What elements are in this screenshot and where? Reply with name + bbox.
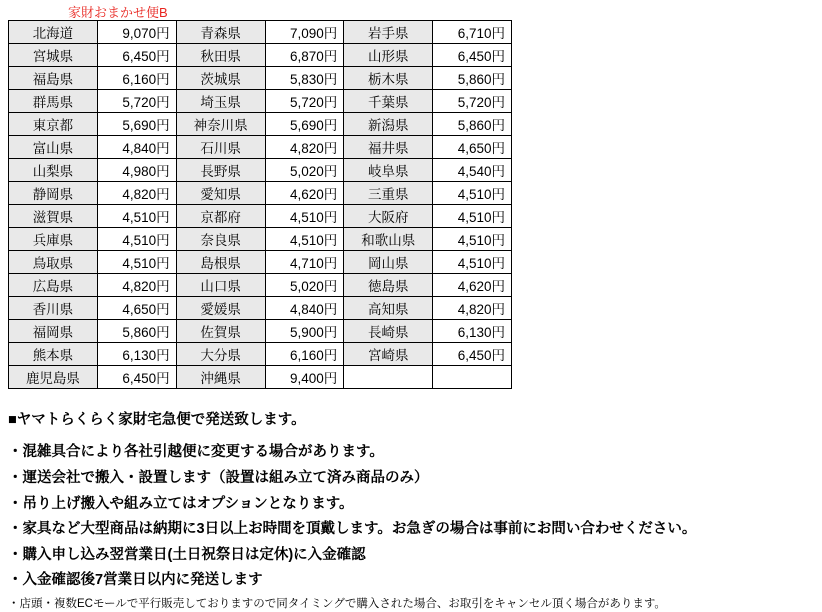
prefecture-cell: 埼玉県	[176, 90, 265, 113]
fee-cell: 4,840円	[97, 136, 176, 159]
fee-cell: 4,510円	[265, 205, 344, 228]
prefecture-cell: 鹿児島県	[9, 366, 98, 389]
fee-cell: 4,510円	[433, 251, 512, 274]
fee-cell: 5,720円	[433, 90, 512, 113]
prefecture-cell: 岡山県	[344, 251, 433, 274]
fee-cell: 5,690円	[265, 113, 344, 136]
fee-cell: 5,690円	[97, 113, 176, 136]
table-row	[9, 320, 512, 343]
fee-cell: 4,620円	[433, 274, 512, 297]
fee-cell: 5,020円	[265, 274, 344, 297]
fee-cell: 6,160円	[265, 343, 344, 366]
prefecture-cell: 茨城県	[176, 67, 265, 90]
fee-cell: 5,860円	[433, 113, 512, 136]
fee-cell: 6,450円	[97, 44, 176, 67]
prefecture-cell: 福岡県	[9, 320, 98, 343]
notes-section	[8, 412, 808, 612]
note-line: ・入金確認後7営業日以内に発送します	[8, 572, 263, 589]
prefecture-cell: 岐阜県	[344, 159, 433, 182]
table-row	[9, 366, 512, 389]
prefecture-cell: 和歌山県	[344, 228, 433, 251]
prefecture-cell: 長野県	[176, 159, 265, 182]
fee-cell: 6,450円	[97, 366, 176, 389]
prefecture-cell: 福島県	[9, 67, 98, 90]
fee-cell: 4,510円	[265, 228, 344, 251]
table-row	[9, 159, 512, 182]
fee-cell: 4,820円	[433, 297, 512, 320]
prefecture-cell: 熊本県	[9, 343, 98, 366]
prefecture-cell: 宮崎県	[344, 343, 433, 366]
prefecture-cell: 富山県	[9, 136, 98, 159]
table-row	[9, 113, 512, 136]
prefecture-cell: 愛媛県	[176, 297, 265, 320]
table-row	[9, 205, 512, 228]
prefecture-cell: 群馬県	[9, 90, 98, 113]
fee-cell: 4,510円	[97, 205, 176, 228]
note-line: ・購入申し込み翌営業日(土日祝祭日は定休)に入金確認	[8, 546, 366, 563]
prefecture-cell: 神奈川県	[176, 113, 265, 136]
table-row	[9, 297, 512, 320]
fee-cell: 4,710円	[265, 251, 344, 274]
prefecture-cell: 大阪府	[344, 205, 433, 228]
prefecture-cell: 長崎県	[344, 320, 433, 343]
fee-cell: 9,400円	[265, 366, 344, 389]
prefecture-cell: 石川県	[176, 136, 265, 159]
prefecture-cell: 奈良県	[176, 228, 265, 251]
fee-cell: 4,620円	[265, 182, 344, 205]
fee-cell: 5,860円	[97, 320, 176, 343]
fee-cell: 4,510円	[433, 205, 512, 228]
fee-cell-empty	[433, 366, 512, 389]
prefecture-cell: 秋田県	[176, 44, 265, 67]
fee-cell: 7,090円	[265, 21, 344, 44]
note-line: ・家具など大型商品は納期に3日以上お時間を頂戴します。お急ぎの場合は事前にお問い合わせください。	[8, 521, 697, 538]
prefecture-cell: 福井県	[344, 136, 433, 159]
prefecture-cell: 沖縄県	[176, 366, 265, 389]
fee-cell: 5,720円	[97, 90, 176, 113]
fee-cell: 4,510円	[97, 251, 176, 274]
fee-cell: 6,130円	[433, 320, 512, 343]
fee-cell: 4,820円	[265, 136, 344, 159]
table-body	[9, 21, 512, 389]
note-line: ・運送会社で搬入・設置します（設置は組み立て済み商品のみ）	[8, 469, 429, 486]
fee-cell: 4,980円	[97, 159, 176, 182]
fee-cell: 4,510円	[433, 182, 512, 205]
table-row	[9, 67, 512, 90]
fee-cell: 4,820円	[97, 274, 176, 297]
table-row	[9, 44, 512, 67]
fee-cell: 6,130円	[97, 343, 176, 366]
prefecture-cell: 香川県	[9, 297, 98, 320]
table-row	[9, 274, 512, 297]
prefecture-cell: 宮城県	[9, 44, 98, 67]
prefecture-cell: 滋賀県	[9, 205, 98, 228]
table-row	[9, 343, 512, 366]
page-title: 家財おまかせ便B	[68, 5, 168, 20]
fee-cell: 5,830円	[265, 67, 344, 90]
prefecture-cell: 三重県	[344, 182, 433, 205]
prefecture-cell: 静岡県	[9, 182, 98, 205]
prefecture-cell: 愛知県	[176, 182, 265, 205]
fee-cell: 4,650円	[433, 136, 512, 159]
table-row	[9, 228, 512, 251]
fee-cell: 4,840円	[265, 297, 344, 320]
notes-heading: ■ヤマトらくらく家財宅急便で発送致します。	[8, 412, 306, 428]
table-row	[9, 90, 512, 113]
table-row	[9, 21, 512, 44]
fee-cell: 4,510円	[433, 228, 512, 251]
prefecture-cell: 大分県	[176, 343, 265, 366]
fee-cell: 6,450円	[433, 343, 512, 366]
prefecture-cell: 北海道	[9, 21, 98, 44]
prefecture-cell: 山口県	[176, 274, 265, 297]
prefecture-cell: 鳥取県	[9, 251, 98, 274]
fee-cell: 6,710円	[433, 21, 512, 44]
fee-cell: 5,860円	[433, 67, 512, 90]
prefecture-cell: 岩手県	[344, 21, 433, 44]
fee-cell: 6,450円	[433, 44, 512, 67]
fee-cell: 4,650円	[97, 297, 176, 320]
prefecture-cell: 千葉県	[344, 90, 433, 113]
prefecture-cell: 広島県	[9, 274, 98, 297]
prefecture-cell: 栃木県	[344, 67, 433, 90]
prefecture-cell: 島根県	[176, 251, 265, 274]
fee-cell: 6,160円	[97, 67, 176, 90]
prefecture-cell: 佐賀県	[176, 320, 265, 343]
fee-cell: 5,020円	[265, 159, 344, 182]
fee-cell: 4,510円	[97, 228, 176, 251]
prefecture-cell: 徳島県	[344, 274, 433, 297]
prefecture-cell: 山形県	[344, 44, 433, 67]
fee-cell: 9,070円	[97, 21, 176, 44]
note-line: ・混雑具合により各社引越便に変更する場合があります。	[8, 444, 384, 461]
table-row	[9, 136, 512, 159]
table-row	[9, 182, 512, 205]
prefecture-cell: 京都府	[176, 205, 265, 228]
prefecture-cell: 新潟県	[344, 113, 433, 136]
prefecture-cell-empty	[344, 366, 433, 389]
prefecture-cell: 青森県	[176, 21, 265, 44]
note-fine-print: ・店頭・複数ECモールで平行販売しておりますので同タイミングで購入された場合、お取引をキャンセル頂く場合があります。	[8, 597, 666, 610]
prefecture-cell: 東京都	[9, 113, 98, 136]
table-row	[9, 251, 512, 274]
fee-cell: 4,540円	[433, 159, 512, 182]
fee-cell: 4,820円	[97, 182, 176, 205]
prefecture-cell: 高知県	[344, 297, 433, 320]
fee-cell: 5,720円	[265, 90, 344, 113]
shipping-fee-table	[8, 20, 512, 389]
note-line: ・吊り上げ搬入や組み立てはオプションとなります。	[8, 495, 354, 512]
fee-cell: 5,900円	[265, 320, 344, 343]
prefecture-cell: 兵庫県	[9, 228, 98, 251]
fee-cell: 6,870円	[265, 44, 344, 67]
prefecture-cell: 山梨県	[9, 159, 98, 182]
